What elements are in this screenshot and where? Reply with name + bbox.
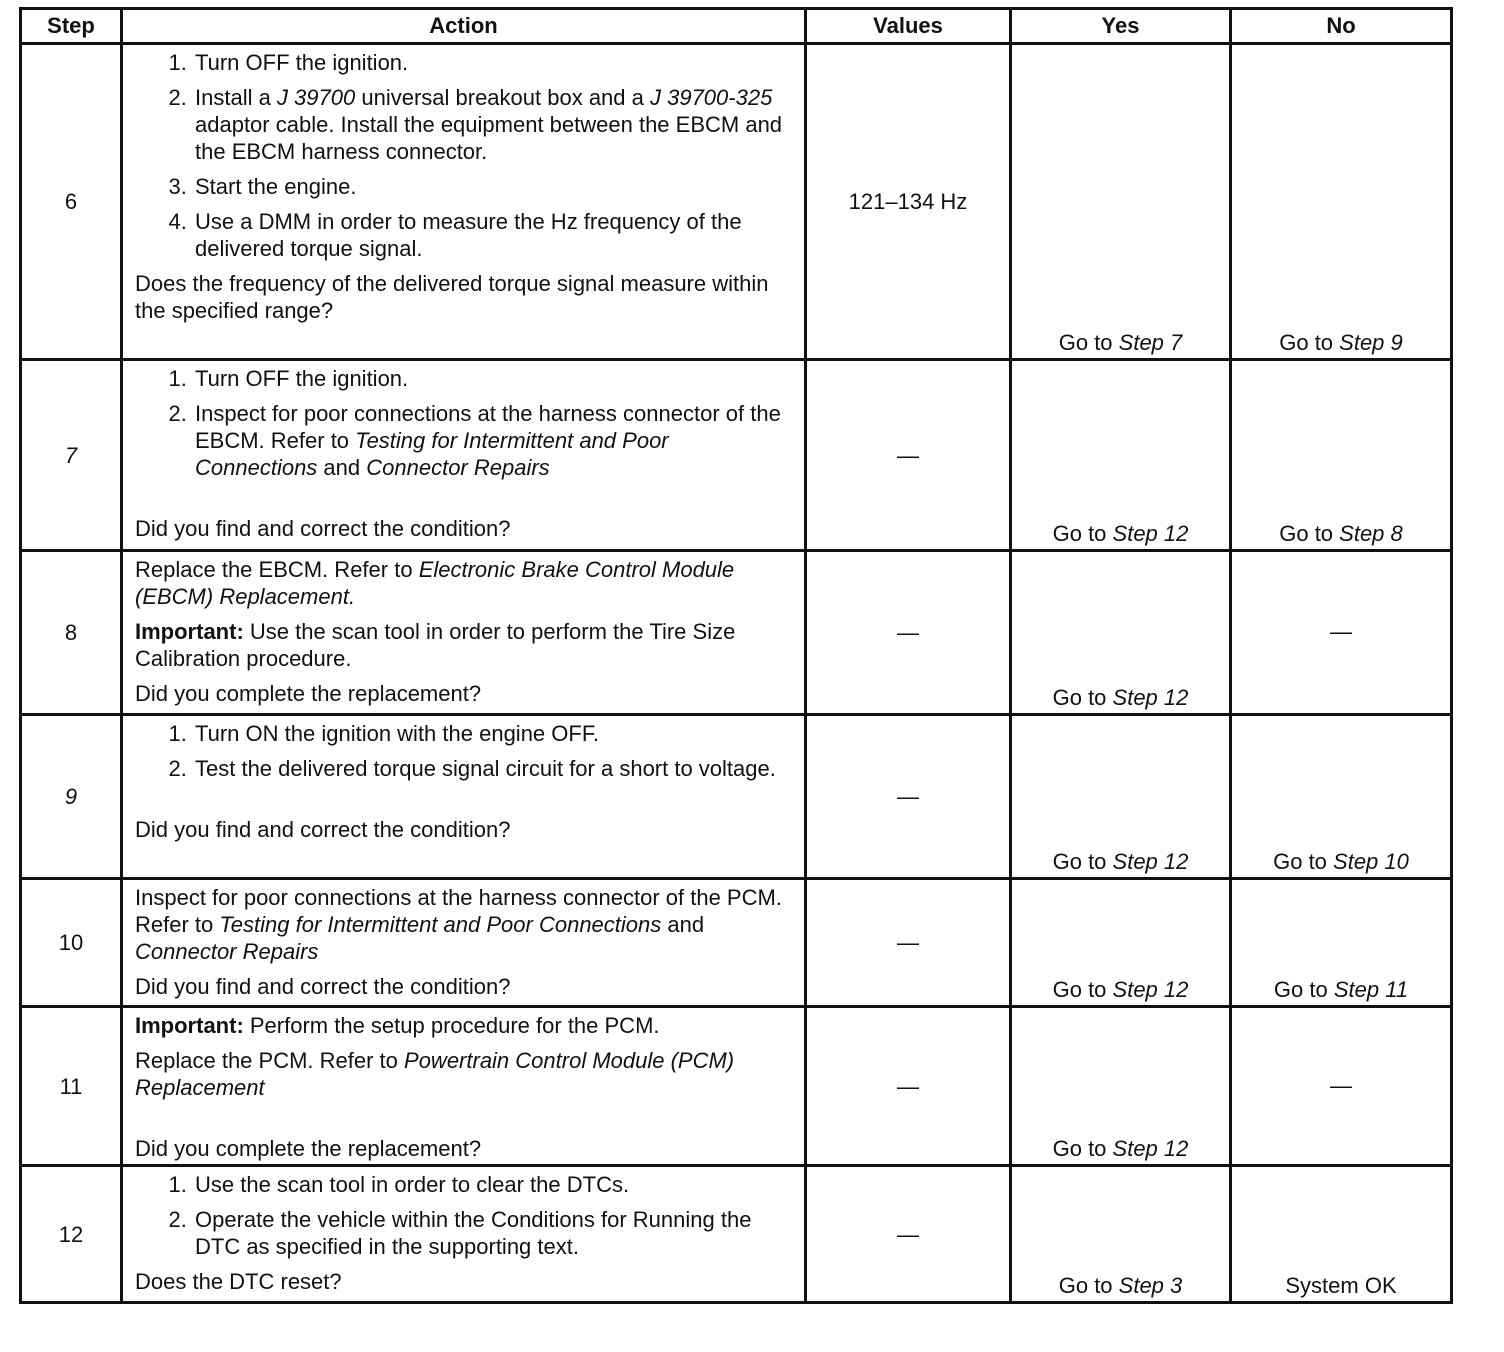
reference-link[interactable]: J 39700 [276, 85, 356, 110]
yes-cell [1011, 715, 1231, 879]
step-number: 10 [21, 879, 122, 1007]
yes-cell [1011, 879, 1231, 1007]
action-question: Did you complete the replacement? [135, 681, 482, 706]
action-paragraph: Inspect for poor connections at the harness connector of the PCM. Refer to Testing for Intermittent and Poor Connections and Connector Repairs [135, 885, 782, 964]
no-result: — [1330, 619, 1352, 644]
table-row [21, 1166, 1452, 1303]
table-row [21, 44, 1452, 360]
action-step: 2. Inspect for poor connections at the harness connector of the EBCM. Refer to Testing for Intermittent and Poor Connections and Connector Repairs [193, 400, 796, 481]
step-reference[interactable]: Step 12 [1112, 849, 1189, 874]
header-no: No [1231, 9, 1452, 44]
action-step: 2. Install a J 39700 universal breakout box and a J 39700-325 adaptor cable. Install the equipment between the EBCM and the EBCM harness connector. [193, 84, 796, 165]
yes-cell [1011, 1007, 1231, 1166]
action-step: 1. Use the scan tool in order to clear the DTCs. [193, 1171, 796, 1198]
table-row [21, 1007, 1452, 1166]
action-paragraph: Replace the EBCM. Refer to Electronic Brake Control Module (EBCM) Replacement. [135, 557, 735, 609]
step-reference[interactable]: Step 12 [1112, 685, 1189, 710]
table-row [21, 715, 1452, 879]
no-cell [1231, 879, 1452, 1007]
header-row [21, 9, 1452, 44]
table-row [21, 879, 1452, 1007]
action-steps [135, 365, 796, 481]
step-number: 6 [21, 44, 122, 360]
action-cell [122, 360, 806, 551]
no-cell [1231, 360, 1452, 551]
step-number: 12 [21, 1166, 122, 1303]
action-paragraph: Replace the PCM. Refer to Powertrain Control Module (PCM) Replacement [135, 1048, 735, 1100]
action-cell [122, 1007, 806, 1166]
spacer [135, 790, 796, 816]
action-step: 4. Use a DMM in order to measure the Hz frequency of the delivered torque signal. [193, 208, 796, 262]
spacer [135, 1109, 796, 1135]
no-go-to[interactable]: Go to Step 8 [1279, 521, 1403, 546]
step-number: 9 [21, 715, 122, 879]
no-cell [1231, 715, 1452, 879]
action-cell [122, 1166, 806, 1303]
header-values: Values [806, 9, 1011, 44]
reference-link[interactable]: J 39700-325 [649, 85, 773, 110]
action-step: 2. Operate the vehicle within the Conditions for Running the DTC as specified in the supporting text. [193, 1206, 796, 1260]
no-cell [1231, 1007, 1452, 1166]
values-cell: — [806, 715, 1011, 879]
no-go-to[interactable]: Go to Step 9 [1279, 330, 1403, 355]
action-cell [122, 715, 806, 879]
yes-cell [1011, 44, 1231, 360]
yes-go-to[interactable]: Go to Step 12 [1052, 521, 1189, 546]
header-yes: Yes [1011, 9, 1231, 44]
values-cell: — [806, 360, 1011, 551]
step-reference[interactable]: Step 8 [1339, 521, 1403, 546]
action-question: Did you find and correct the condition? [135, 516, 511, 541]
no-cell [1231, 1166, 1452, 1303]
no-go-to[interactable]: Go to Step 11 [1273, 977, 1409, 1002]
yes-go-to[interactable]: Go to Step 12 [1052, 1136, 1189, 1161]
action-step: 1. Turn OFF the ignition. [193, 365, 796, 392]
yes-go-to[interactable]: Go to Step 3 [1058, 1273, 1183, 1298]
important-label: Important: [135, 619, 244, 644]
header-action: Action [122, 9, 806, 44]
yes-cell [1011, 551, 1231, 715]
yes-go-to[interactable]: Go to Step 7 [1058, 330, 1183, 355]
reference-link[interactable]: Connector Repairs [135, 939, 319, 964]
action-question: Does the DTC reset? [135, 1269, 342, 1294]
table-row [21, 551, 1452, 715]
no-cell [1231, 44, 1452, 360]
step-reference[interactable]: Step 9 [1339, 330, 1403, 355]
action-cell [122, 44, 806, 360]
reference-link[interactable]: Electronic Brake Control Module (EBCM) Replacement. [135, 557, 735, 609]
action-steps [135, 1171, 796, 1260]
step-reference[interactable]: Step 10 [1333, 849, 1409, 874]
reference-link[interactable]: Testing for Intermittent and Poor Connections [219, 912, 662, 937]
reference-link[interactable]: Powertrain Control Module (PCM) Replacement [135, 1048, 735, 1100]
action-paragraph: Important: Perform the setup procedure for the PCM. [135, 1013, 660, 1038]
step-number: 8 [21, 551, 122, 715]
spacer [135, 489, 796, 515]
step-reference[interactable]: Step 12 [1112, 1136, 1189, 1161]
no-result: System OK [1285, 1273, 1397, 1298]
no-cell [1231, 551, 1452, 715]
action-steps [135, 49, 796, 262]
action-question: Did you find and correct the condition? [135, 817, 511, 842]
yes-cell [1011, 1166, 1231, 1303]
action-step: 1. Turn OFF the ignition. [193, 49, 796, 76]
yes-go-to[interactable]: Go to Step 12 [1052, 685, 1189, 710]
yes-go-to[interactable]: Go to Step 12 [1052, 849, 1189, 874]
action-question: Did you find and correct the condition? [135, 974, 511, 999]
important-label: Important: [135, 1013, 244, 1038]
values-cell: — [806, 1007, 1011, 1166]
values-cell: — [806, 1166, 1011, 1303]
step-reference[interactable]: Step 12 [1112, 521, 1189, 546]
action-cell [122, 879, 806, 1007]
action-question: Does the frequency of the delivered torque signal measure within the specified range? [135, 271, 769, 323]
step-reference[interactable]: Step 11 [1333, 977, 1409, 1002]
values-cell: — [806, 551, 1011, 715]
action-steps [135, 720, 796, 782]
step-number: 11 [21, 1007, 122, 1166]
step-reference[interactable]: Step 12 [1112, 977, 1189, 1002]
step-number: 7 [21, 360, 122, 551]
action-step: 1. Turn ON the ignition with the engine OFF. [193, 720, 796, 747]
no-go-to[interactable]: Go to Step 10 [1273, 849, 1409, 874]
step-reference[interactable]: Step 3 [1118, 1273, 1183, 1298]
values-cell: 121–134 Hz [806, 44, 1011, 360]
table-row [21, 360, 1452, 551]
no-result: — [1330, 1072, 1352, 1098]
action-step: 3. Start the engine. [193, 173, 796, 200]
reference-link[interactable]: Connector Repairs [366, 455, 550, 480]
yes-go-to[interactable]: Go to Step 12 [1052, 977, 1189, 1002]
header-step: Step [21, 9, 122, 44]
action-cell [122, 551, 806, 715]
yes-cell [1011, 360, 1231, 551]
diagnostic-table [19, 7, 1453, 1304]
reference-link[interactable]: Testing for Intermittent and Poor Connections [195, 428, 669, 480]
values-cell: — [806, 879, 1011, 1007]
action-question: Did you complete the replacement? [135, 1136, 482, 1161]
action-paragraph: Important: Use the scan tool in order to perform the Tire Size Calibration procedure. [135, 619, 736, 671]
action-step: 2. Test the delivered torque signal circuit for a short to voltage. [193, 755, 796, 782]
step-reference[interactable]: Step 7 [1118, 330, 1183, 355]
